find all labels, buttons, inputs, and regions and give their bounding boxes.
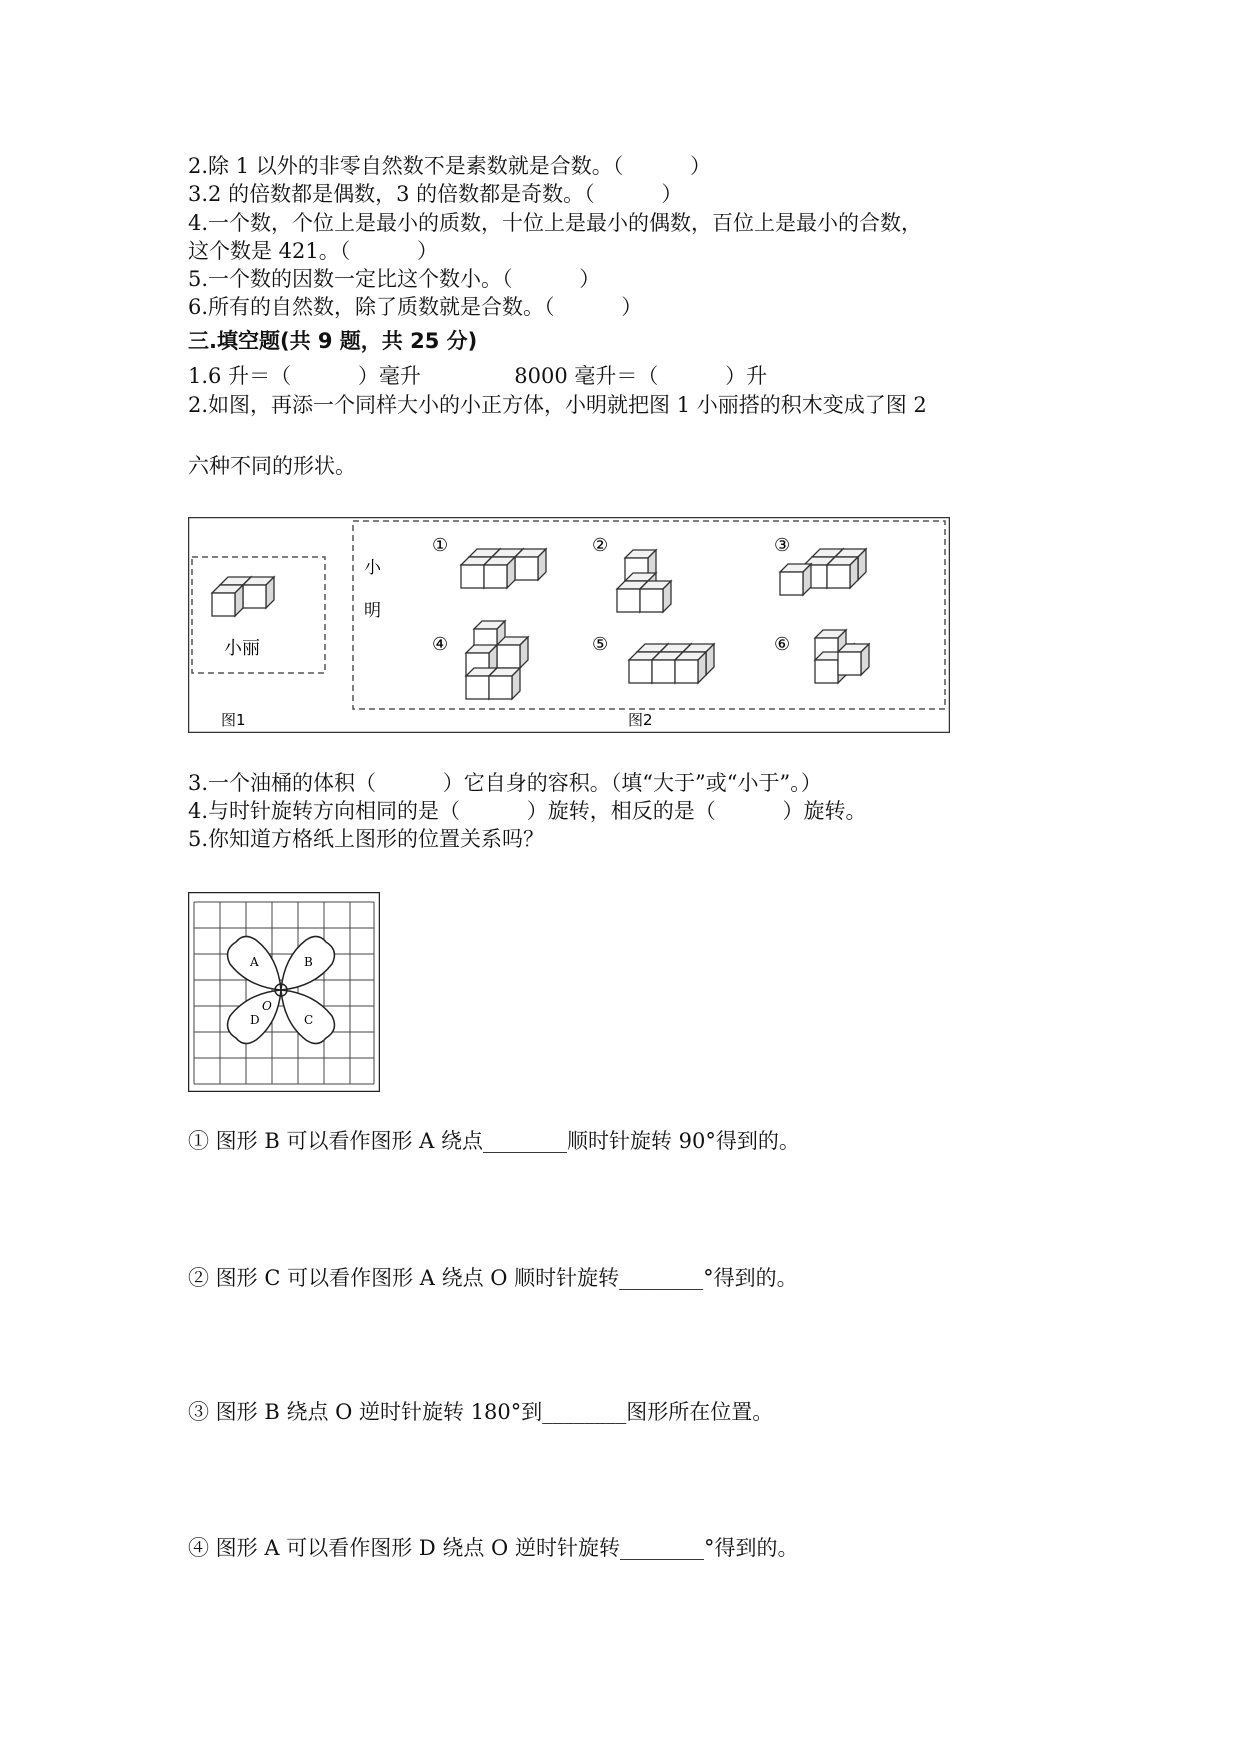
fill-question-2: 2.如图，再添一个同样大小的小正方体，小明就把图 1 小丽搭的积木变成了图 2 bbox=[188, 393, 927, 417]
shape-number-3: ③ bbox=[774, 535, 791, 556]
sub-question-1: ① 图形 B 可以看作图形 A 绕点________顺时针旋转 90°得到的。 bbox=[188, 1129, 800, 1153]
petal-label-d: D bbox=[250, 1013, 260, 1027]
judgment-item-4: 4.一个数，个位上是最小的质数，十位上是最小的偶数，百位上是最小的合数， bbox=[188, 211, 923, 235]
judgment-item-4-cont: 这个数是 421。（ ） bbox=[188, 239, 439, 263]
fig1-label: 图1 bbox=[221, 711, 246, 729]
xiaoming-label-1: 小 bbox=[364, 558, 381, 578]
fill-question-3: 3.一个油桶的体积（ ）它自身的容积。（填“大于”或“小于”。） bbox=[188, 771, 822, 795]
shape-number-1: ① bbox=[432, 535, 449, 556]
fig2-label: 图2 bbox=[628, 711, 653, 729]
center-label-o: O bbox=[262, 999, 272, 1013]
section-heading: 三.填空题(共 9 题，共 25 分) bbox=[188, 329, 478, 353]
fill-question-5: 5.你知道方格纸上图形的位置关系吗？ bbox=[188, 827, 545, 851]
sub-question-4: ④ 图形 A 可以看作图形 D 绕点 O 逆时针旋转________°得到的。 bbox=[188, 1536, 799, 1560]
sub-question-3: ③ 图形 B 绕点 O 逆时针旋转 180°到________图形所在位置。 bbox=[188, 1400, 774, 1424]
judgment-item-6: 6.所有的自然数，除了质数就是合数。（ ） bbox=[188, 295, 643, 319]
shape-number-6: ⑥ bbox=[774, 634, 791, 655]
judgment-item-2: 2.除 1 以外的非零自然数不是素数就是合数。（ ） bbox=[188, 154, 711, 178]
judgment-item-5: 5.一个数的因数一定比这个数小。（ ） bbox=[188, 267, 601, 291]
rotation-grid-figure bbox=[188, 892, 380, 1092]
xiaoli-label: 小丽 bbox=[224, 638, 260, 659]
fill-question-2-cont: 六种不同的形状。 bbox=[188, 454, 356, 478]
petal-label-c: C bbox=[304, 1013, 314, 1027]
shape-number-4: ④ bbox=[432, 634, 449, 655]
judgment-item-3: 3.2 的倍数都是偶数，3 的倍数都是奇数。（ ） bbox=[188, 182, 683, 206]
shape-number-2: ② bbox=[592, 535, 609, 556]
shape-number-5: ⑤ bbox=[592, 634, 609, 655]
shape-5 bbox=[629, 644, 714, 683]
sub-question-2: ② 图形 C 可以看作图形 A 绕点 O 顺时针旋转________°得到的。 bbox=[188, 1266, 798, 1290]
fill-question-1: 1.6 升＝（ ）毫升 8000 毫升＝（ ）升 bbox=[188, 364, 768, 388]
petal-label-b: B bbox=[304, 955, 313, 969]
fill-question-4: 4.与时针旋转方向相同的是（ ）旋转，相反的是（ ）旋转。 bbox=[188, 799, 867, 823]
petal-label-a: A bbox=[250, 955, 259, 969]
xiaoming-label-2: 明 bbox=[364, 601, 381, 621]
cube-figure bbox=[188, 517, 950, 733]
